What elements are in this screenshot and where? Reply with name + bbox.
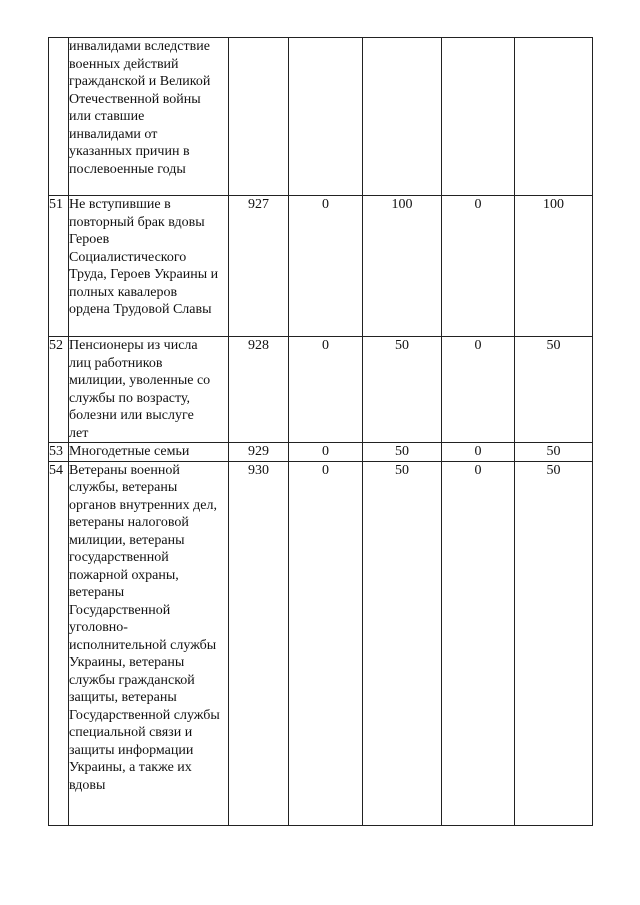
value-cell-1 (289, 38, 363, 196)
value-cell-2: 100 (363, 196, 442, 337)
value-cell-4: 50 (515, 443, 593, 462)
category-cell (69, 443, 229, 462)
value-cell-2: 50 (363, 461, 442, 825)
code-cell: 927 (229, 196, 289, 337)
category-text: Многодетные семьи (69, 444, 190, 459)
code-cell: 929 (229, 443, 289, 462)
value-cell-1: 0 (289, 443, 363, 462)
category-cell (69, 38, 229, 196)
value-cell-1: 0 (289, 461, 363, 825)
benefits-table (48, 37, 593, 826)
table-row (49, 461, 593, 825)
category-cell (69, 337, 229, 443)
category-text: Пенсионеры из числа лиц работников милиции, уволенные со службы по возрасту, болезни или выслуге лет (69, 338, 211, 441)
value-cell-4 (515, 38, 593, 196)
row-number (49, 38, 69, 196)
category-cell (69, 196, 229, 337)
table-row (49, 38, 593, 196)
value-cell-2: 50 (363, 337, 442, 443)
value-cell-3: 0 (442, 461, 515, 825)
value-cell-1: 0 (289, 337, 363, 443)
value-cell-2: 50 (363, 443, 442, 462)
value-cell-2 (363, 38, 442, 196)
category-cell (69, 461, 229, 825)
code-cell: 928 (229, 337, 289, 443)
value-cell-3: 0 (442, 337, 515, 443)
value-cell-4: 100 (515, 196, 593, 337)
value-cell-3: 0 (442, 196, 515, 337)
code-cell: 930 (229, 461, 289, 825)
value-cell-3: 0 (442, 443, 515, 462)
category-text: инвалидами вследствие военных действий гражданской и Великой Отечественной войны или ставшие инвалидами от указанных причин в послевоенные годы (69, 39, 211, 177)
table-row (49, 196, 593, 337)
value-cell-3 (442, 38, 515, 196)
row-number: 51 (49, 196, 69, 337)
table-row (49, 337, 593, 443)
code-cell (229, 38, 289, 196)
row-number: 53 (49, 443, 69, 462)
value-cell-4: 50 (515, 461, 593, 825)
value-cell-1: 0 (289, 196, 363, 337)
value-cell-4: 50 (515, 337, 593, 443)
row-number: 54 (49, 461, 69, 825)
table-row (49, 443, 593, 462)
category-text: Не вступившие в повторный брак вдовы Героев Социалистического Труда, Героев Украины и полных кавалеров ордена Трудовой Славы (69, 197, 219, 317)
category-text: Ветераны военной службы, ветераны органов внутренних дел, ветераны налоговой милиции, ветераны государственной пожарной охраны, ветераны Государственной уголовно-исполнительной службы Украины, ветераны службы гражданской защиты, ветераны Государственной службы специальной связи и защиты информации Украины, а также их вдовы (69, 462, 220, 793)
row-number: 52 (49, 337, 69, 443)
